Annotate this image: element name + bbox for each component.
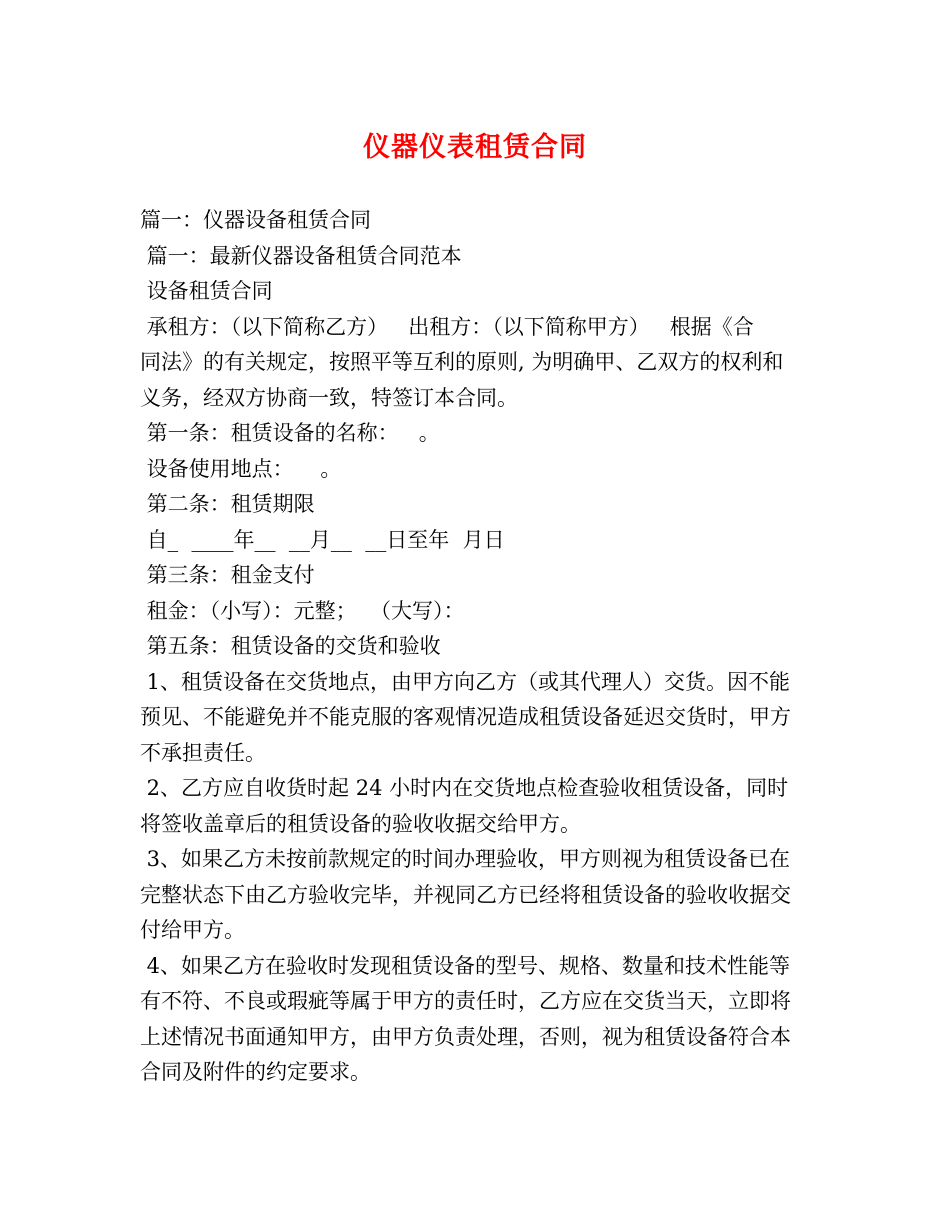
text-line: 义务，经双方协商一致，特签订本合同。: [140, 385, 518, 410]
text-line: 将签收盖章后的租赁设备的验收收据交给甲方。: [140, 811, 581, 836]
text-line: 有不符、不良或瑕疵等属于甲方的责任时，乙方应在交货当天，立即将: [140, 989, 791, 1013]
text-line: 承租方：（以下简称乙方） 出租方：（以下简称甲方） 根据《合: [140, 314, 754, 339]
text-line: 第一条：租赁设备的名称： 。: [140, 421, 440, 445]
text-line: 合同及附件的约定要求。: [140, 1060, 371, 1084]
text-line: 同法》的有关规定，按照平等互利的原则, 为明确甲、乙双方的权利和: [140, 350, 784, 374]
text-line: 自_ ____年__ __月__ __日至年 月日: [140, 527, 505, 552]
document-title: 仪器仪表租赁合同: [363, 132, 587, 163]
text-line: 第二条：租赁期限: [140, 492, 315, 516]
text-line: 篇一：仪器设备租赁合同: [140, 208, 371, 232]
text-line: 篇一：最新仪器设备租赁合同范本: [140, 243, 462, 268]
text-line: 2、乙方应自收货时起 24 小时内在交货地点检查验收租赁设备，同时: [140, 776, 789, 800]
text-line: 完整状态下由乙方验收完毕，并视同乙方已经将租赁设备的验收收据交: [140, 882, 791, 907]
text-line: 1、租赁设备在交货地点，由甲方向乙方（或其代理人）交货。因不能: [140, 669, 791, 694]
text-line: 第三条：租金支付: [140, 563, 315, 587]
text-line: 预见、不能避免并不能克服的客观情况造成租赁设备延迟交货时，甲方: [140, 705, 791, 729]
document-body: [140, 203, 816, 1091]
text-line: 第五条：租赁设备的交货和验收: [140, 634, 441, 658]
text-line: 设备租赁合同: [140, 279, 273, 303]
text-line: 付给甲方。: [140, 918, 245, 942]
text-line: 设备使用地点： 。: [140, 456, 342, 481]
text-line: 3、如果乙方未按前款规定的时间办理验收，甲方则视为租赁设备已在: [140, 847, 791, 871]
text-line: 租金：（小写）：元整； （大写）：: [140, 598, 465, 623]
text-line: 不承担责任。: [140, 740, 266, 765]
text-line: 4、如果乙方在验收时发现租赁设备的型号、规格、数量和技术性能等: [140, 953, 791, 978]
text-line: 上述情况书面通知甲方，由甲方负责处理，否则，视为租赁设备符合本: [140, 1024, 791, 1049]
